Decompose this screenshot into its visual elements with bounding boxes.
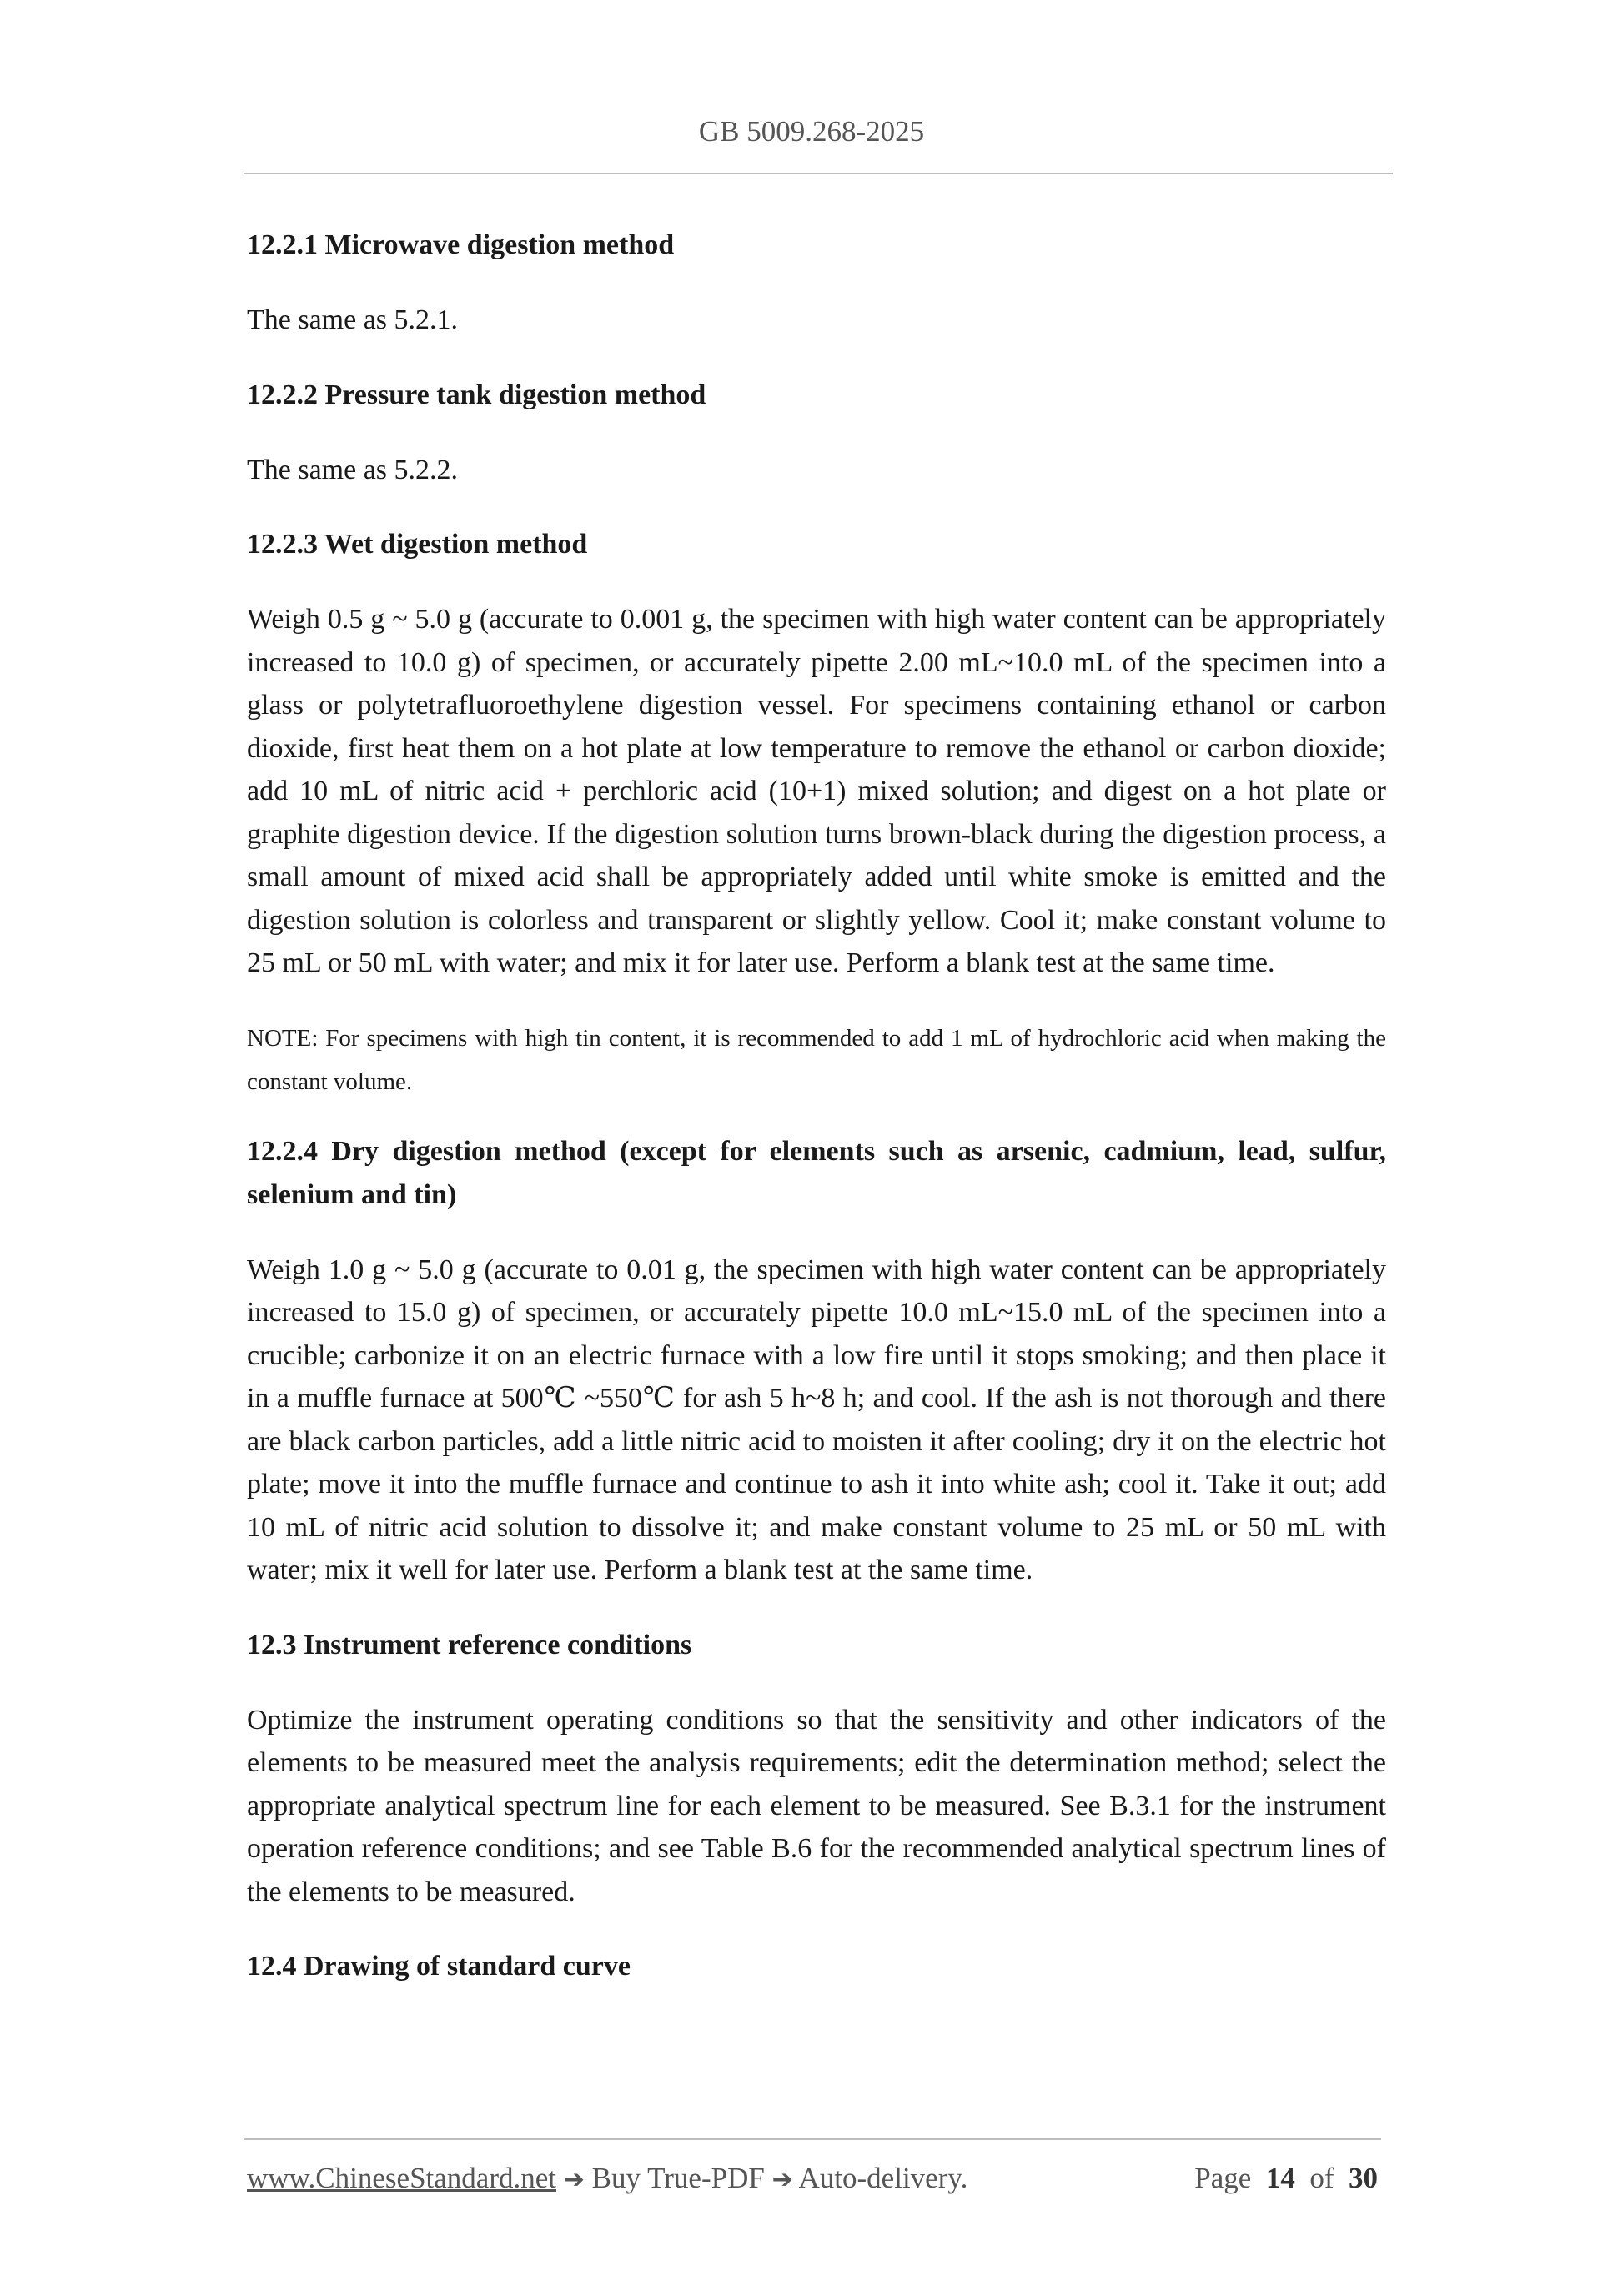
- page-total: 30: [1349, 2162, 1378, 2194]
- paragraph-12-2-2: The same as 5.2.2.: [247, 454, 459, 485]
- right-arrow-icon: ➔: [563, 2165, 585, 2194]
- chinesestandard-link[interactable]: www.ChineseStandard.net: [247, 2162, 556, 2194]
- section-heading-12-2-4: 12.2.4 Dry digestion method (except for elements such as arsenic, cadmium, lead, sulfur, selenium and tin): [247, 1135, 1386, 1210]
- section-heading-12-3: 12.3 Instrument reference conditions: [247, 1629, 692, 1660]
- paragraph-wet-digestion: Weigh 0.5 g ~ 5.0 g (accurate to 0.001 g, the specimen with high water content can be appropriately increased to 10.0 g) of specimen, or accurately pipette 2.00 mL~10.0 mL of the specimen into a glass or polytetrafluoroethylene digestion vessel. For specimens containing ethanol or carbon dioxide, first heat them on a hot plate at low temperature to remove the ethanol or carbon dioxide; add 10 mL of nitric acid + perchloric acid (10+1) mixed solution; and digest on a hot plate or graphite digestion device. If the digestion solution turns brown-black during the digestion process, a small amount of mixed acid shall be appropriately added until white smoke is emitted and the digestion solution is colorless and transparent or slightly yellow. Cool it; make constant volume to 25 mL or 50 mL with water; and mix it for later use. Perform a blank test at the same time.: [247, 604, 1386, 978]
- page-indicator: [1194, 2162, 1378, 2195]
- section-heading-12-4: 12.4 Drawing of standard curve: [247, 1951, 631, 1982]
- page-of-label: of: [1309, 2162, 1334, 2194]
- page-footer: [247, 2162, 1383, 2203]
- footer-divider: [244, 2138, 1381, 2140]
- paragraph-12-2-1: The same as 5.2.1.: [247, 304, 459, 335]
- note-tin-content: NOTE: For specimens with high tin content, it is recommended to add 1 mL of hydrochloric acid when making the constant volume.: [247, 1024, 1386, 1095]
- paragraph-instrument-conditions: Optimize the instrument operating conditions so that the sensitivity and other indicators of the elements to be measured meet the analysis requirements; edit the determination method; select the appropriate analytical spectrum line for each element to be measured. See B.3.1 for the instrument operation reference conditions; and see Table B.6 for the recommended analytical spectrum lines of the elements to be measured.: [247, 1704, 1386, 1907]
- document-header-title: GB 5009.268-2025: [698, 115, 925, 148]
- section-heading-12-2-2: 12.2.2 Pressure tank digestion method: [247, 379, 706, 410]
- auto-delivery-text: Auto-delivery.: [798, 2162, 968, 2194]
- section-heading-12-2-1: 12.2.1 Microwave digestion method: [247, 229, 675, 260]
- footer-promo: [247, 2162, 967, 2195]
- right-arrow-icon: ➔: [771, 2165, 793, 2194]
- document-body: [247, 224, 1386, 2020]
- header-divider: [244, 173, 1393, 174]
- page-label: Page: [1194, 2162, 1252, 2194]
- section-heading-12-2-3: 12.2.3 Wet digestion method: [247, 529, 588, 560]
- buy-true-pdf-text: Buy True-PDF: [591, 2162, 765, 2194]
- paragraph-dry-digestion: Weigh 1.0 g ~ 5.0 g (accurate to 0.01 g, the specimen with high water content can be appropriately increased to 15.0 g) of specimen, or accurately pipette 10.0 mL~15.0 mL of the specimen into a crucible; carbonize it on an electric furnace with a low fire until it stops smoking; and then place it in a muffle furnace at 500℃ ~550℃ for ash 5 h~8 h; and cool. If the ash is not thorough and there are black carbon particles, add a little nitric acid to moisten it after cooling; dry it on the electric hot plate; move it into the muffle furnace and continue to ash it into white ash; cool it. Take it out; add 10 mL of nitric acid solution to dissolve it; and make constant volume to 25 mL or 50 mL with water; mix it well for later use. Perform a blank test at the same time.: [247, 1254, 1386, 1585]
- page-current: 14: [1265, 2162, 1295, 2194]
